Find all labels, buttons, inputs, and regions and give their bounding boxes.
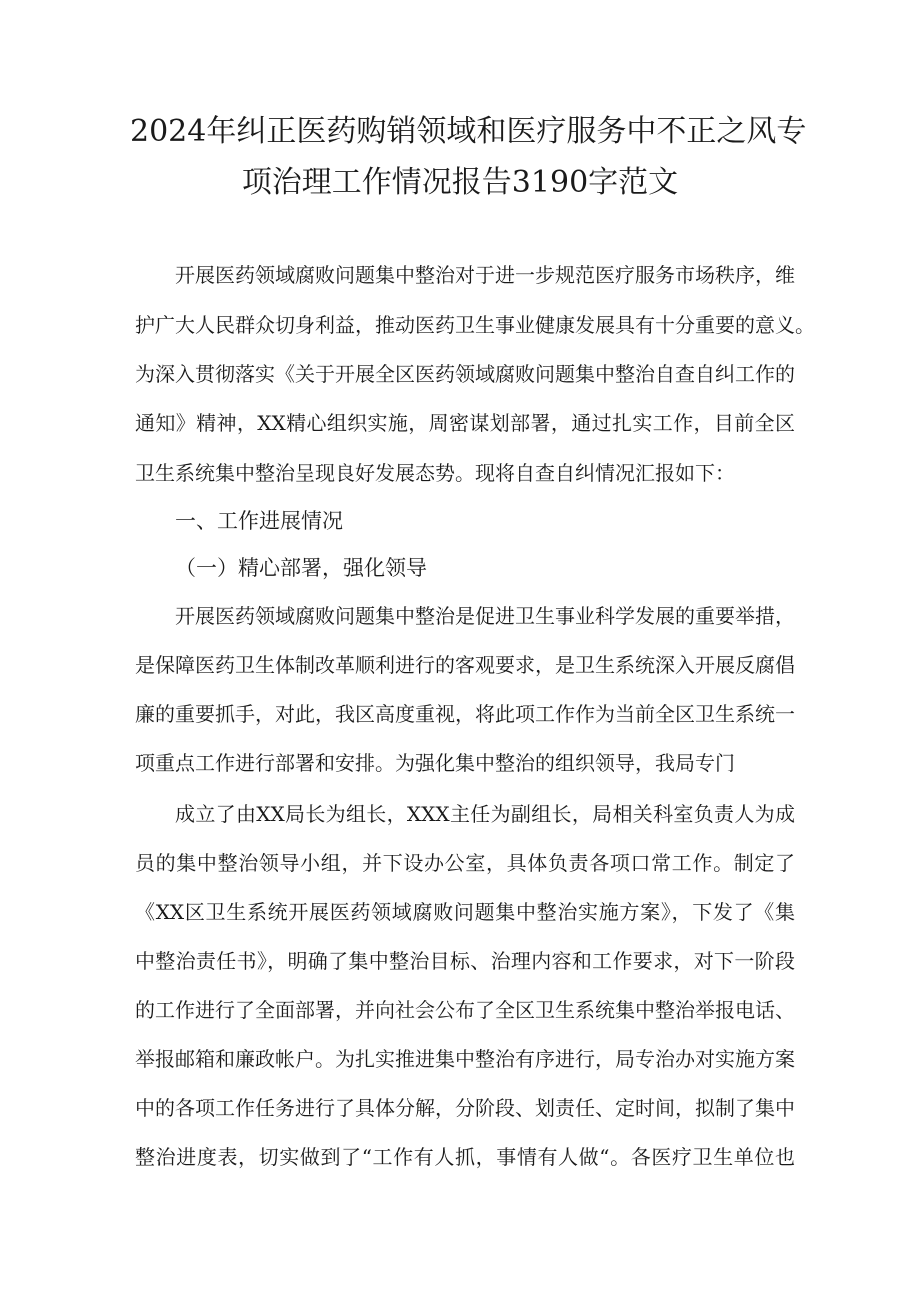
paragraph-line: 中整治责任书》，明确了集中整治目标、治理内容和工作要求，对下一阶段 [135, 949, 795, 973]
paragraph-line: 的工作进行了全面部署，并向社会公布了全区卫生系统集中整治举报电话、 [135, 998, 795, 1022]
paragraph-line: 中的各项工作任务进行了具体分解，分阶段、划责任、定时间，拟制了集中 [135, 1096, 795, 1120]
paragraph-line: 举报邮箱和廉政帐户。为扎实推进集中整治有序进行，局专治办对实施方案 [135, 1047, 795, 1071]
paragraph-line: 是保障医药卫生体制改革顺利进行的客观要求，是卫生系统深入开展反腐倡 [135, 653, 795, 677]
paragraph-line: 成立了由XX局长为组长，XXX主任为副组长，局相关科室负责人为成 [175, 802, 795, 826]
paragraph-line: 员的集中整治领导小组，并下设办公室，具体负责各项口常工作。制定了 [135, 851, 795, 875]
paragraph-line: 《XX区卫生系统开展医药领域腐败问题集中整治实施方案》，下发了《集 [135, 900, 795, 924]
document-title-line-2: 项治理工作情况报告3190字范文 [241, 165, 679, 200]
intro-line: 护广大人民群众切身利益，推动医药卫生事业健康发展具有十分重要的意义。 [135, 313, 815, 337]
subsection-heading: （一）精心部署，强化领导 [175, 556, 427, 580]
intro-line: 开展医药领域腐败问题集中整治对于进一步规范医疗服务市场秩序，维 [175, 263, 795, 287]
intro-line: 通知》精神，XX精心组织实施，周密谋划部署，通过扎实工作，目前全区 [135, 411, 795, 435]
section-heading: 一、工作进展情况 [175, 509, 343, 533]
intro-line: 卫生系统集中整治呈现良好发展态势。现将自查自纠情况汇报如下： [135, 461, 735, 485]
intro-line: 为深入贯彻落实《关于开展全区医药领域腐败问题集中整治自查自纠工作的 [135, 362, 795, 386]
paragraph-line: 廉的重要抓手，对此，我区高度重视，将此项工作作为当前全区卫生系统一 [135, 702, 795, 726]
paragraph-line: 整治进度表，切实做到了“工作有人抓，事情有人做“。各医疗卫生单位也 [135, 1145, 795, 1169]
paragraph-line: 项重点工作进行部署和安排。为强化集中整治的组织领导，我局专门 [135, 751, 735, 775]
document-title-line-1: 2024年纠正医药购销领域和医疗服务中不正之风专 [130, 114, 807, 149]
paragraph-line: 开展医药领域腐败问题集中整治是促进卫生事业科学发展的重要举措， [175, 604, 795, 628]
